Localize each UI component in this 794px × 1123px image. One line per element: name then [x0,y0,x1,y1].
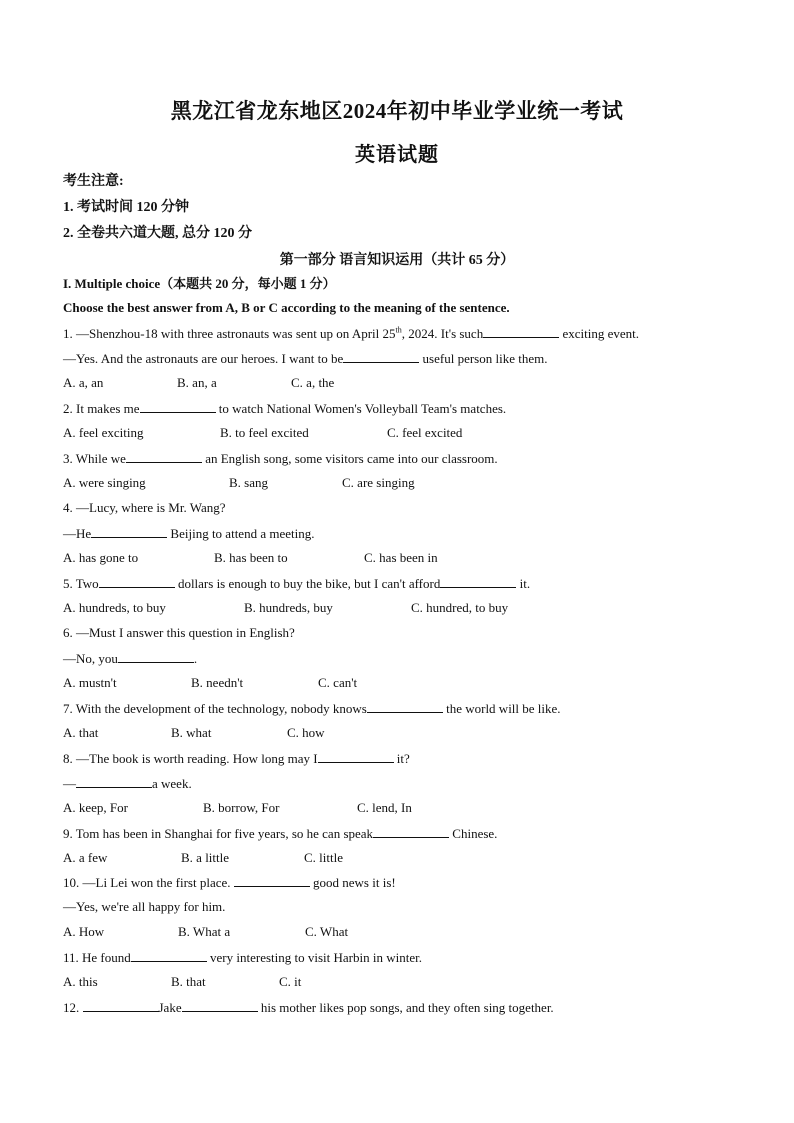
notice-heading: 考生注意: [63,174,124,189]
option-b: B. that [171,974,206,989]
q12-text: 12. [63,1000,83,1015]
answer-blank [126,450,202,463]
option-a: A. a few [63,850,108,865]
answer-blank [182,999,258,1012]
option-a: A. that [63,725,99,740]
option-b: B. What a [178,924,231,939]
option-c: C. it [279,974,302,989]
q12-text-mid: Jake [158,1000,182,1015]
option-a: A. keep, For [63,800,128,815]
q1-text-end: exciting event. [559,326,639,341]
q1-text: 1. —Shenzhou-18 with three astronauts was sent up on April 25 [63,326,396,341]
option-c: C. has been in [364,550,438,565]
question-7-options [63,725,325,741]
q7-text: 7. With the development of the technology, nobody knows [63,701,367,716]
q2-text-end: to watch National Women's Volleyball Team's matches. [215,401,507,416]
answer-blank [91,525,167,538]
question-10-line-1 [63,874,396,891]
option-a: A. feel exciting [63,425,144,440]
question-9 [63,825,497,842]
q8-text: 8. —The book is worth reading. How long may I [63,751,318,766]
q10-text-end: good news it is! [309,875,396,890]
question-8-options [63,800,412,816]
question-7 [63,700,561,717]
question-10-options [63,924,348,940]
q6-text-end: . [193,651,198,666]
question-1-options [63,375,334,391]
option-b: B. an, a [177,375,217,390]
option-c: C. What [305,924,349,939]
answer-blank [343,350,419,363]
question-4-options [63,550,438,566]
question-3-options [63,475,415,491]
answer-blank [99,575,175,588]
q9-text: 9. Tom has been in Shanghai for five years, so he can speak [63,826,374,841]
question-1-line-1 [63,325,639,342]
option-c: C. how [287,725,325,740]
question-11 [63,949,422,966]
option-c: C. little [304,850,343,865]
answer-blank [131,949,207,962]
q10-text: 10. —Li Lei won the first place. [63,875,234,890]
option-a: A. were singing [63,475,146,490]
question-11-options [63,974,301,990]
notice-item-2: 2. 全卷共六道大题, 总分 120 分 [63,226,252,241]
option-a: A. a, an [63,375,104,390]
answer-blank [118,650,194,663]
q8-text-end: it? [393,751,410,766]
option-b: B. sang [229,475,268,490]
option-b: B. hundreds, buy [244,600,333,615]
question-6-line-1: 6. —Must I answer this question in English? [63,625,295,640]
notice-item-1: 1. 考试时间 120 分钟 [63,200,189,215]
option-a: A. hundreds, to buy [63,600,166,615]
q4-text: —He [63,526,92,541]
answer-blank [140,400,216,413]
section-instruction: Choose the best answer from A, B or C according to the meaning of the sentence. [63,300,510,315]
question-2 [63,400,506,417]
answer-blank [483,325,559,338]
option-c: C. hundred, to buy [411,600,509,615]
q11-text: 11. He found [63,950,131,965]
option-b: B. borrow, For [203,800,280,815]
exam-title: 黑龙江省龙东地区2024年初中毕业学业统一考试 [170,99,624,123]
question-8-line-2 [63,775,192,792]
option-b: B. needn't [191,675,244,690]
option-c: C. lend, In [357,800,412,815]
option-b: B. what [171,725,212,740]
question-5-options [63,600,508,616]
option-a: A. How [63,924,105,939]
answer-blank [373,825,449,838]
question-10-line-2: —Yes, we're all happy for him. [63,899,226,914]
q11-text-end: very interesting to visit Harbin in winter. [206,950,422,965]
option-b: B. to feel excited [220,425,309,440]
question-2-options [63,425,462,441]
option-a: A. has gone to [63,550,139,565]
question-6-options [63,675,357,691]
q3-text: 3. While we [63,451,126,466]
q9-text-end: Chinese. [449,826,498,841]
q4-text-end: Beijing to attend a meeting. [167,526,315,541]
q3-text-end: an English song, some visitors came into our classroom. [201,451,498,466]
option-b: B. has been to [214,550,288,565]
q5-text: 5. Two [63,576,99,591]
q1-sup: th [395,325,402,335]
question-3 [63,450,498,467]
q8b-text: — [63,776,76,791]
option-a: A. mustn't [63,675,117,690]
q8b-text-end: a week. [152,776,192,791]
answer-blank [440,575,516,588]
answer-blank [367,700,443,713]
q1-text-mid: , 2024. It's such [401,326,484,341]
question-4-line-2 [63,525,314,542]
option-c: C. a, the [291,375,335,390]
question-4-line-1: 4. —Lucy, where is Mr. Wang? [63,500,226,515]
q1b-text-end: useful person like them. [419,351,548,366]
question-8-line-1 [63,750,410,767]
question-1-line-2 [63,350,547,367]
q5-text-end: it. [516,576,531,591]
answer-blank [83,999,159,1012]
question-6-line-2 [63,650,197,667]
option-b: B. a little [181,850,230,865]
section-title: I. Multiple choice（本题共 20 分，每小题 1 分） [63,276,336,291]
option-a: A. this [63,974,98,989]
answer-blank [76,775,152,788]
exam-subtitle: 英语试题 [355,144,439,166]
option-c: C. are singing [342,475,415,490]
q7-text-end: the world will be like. [442,701,561,716]
option-c: C. can't [318,675,358,690]
q2-text: 2. It makes me [63,401,140,416]
question-5 [63,575,530,592]
option-c: C. feel excited [387,425,463,440]
answer-blank [318,750,394,763]
question-9-options [63,850,343,866]
q1b-text: —Yes. And the astronauts are our heroes. I want to be [63,351,344,366]
part-title: 第一部分 语言知识运用（共计 65 分） [279,253,515,268]
q6-text: —No, you [63,651,118,666]
question-12 [63,999,554,1016]
answer-blank [234,874,310,887]
q5-text-mid: dollars is enough to buy the bike, but I can't afford [174,576,441,591]
q12-text-end: his mother likes pop songs, and they often sing together. [257,1000,554,1015]
